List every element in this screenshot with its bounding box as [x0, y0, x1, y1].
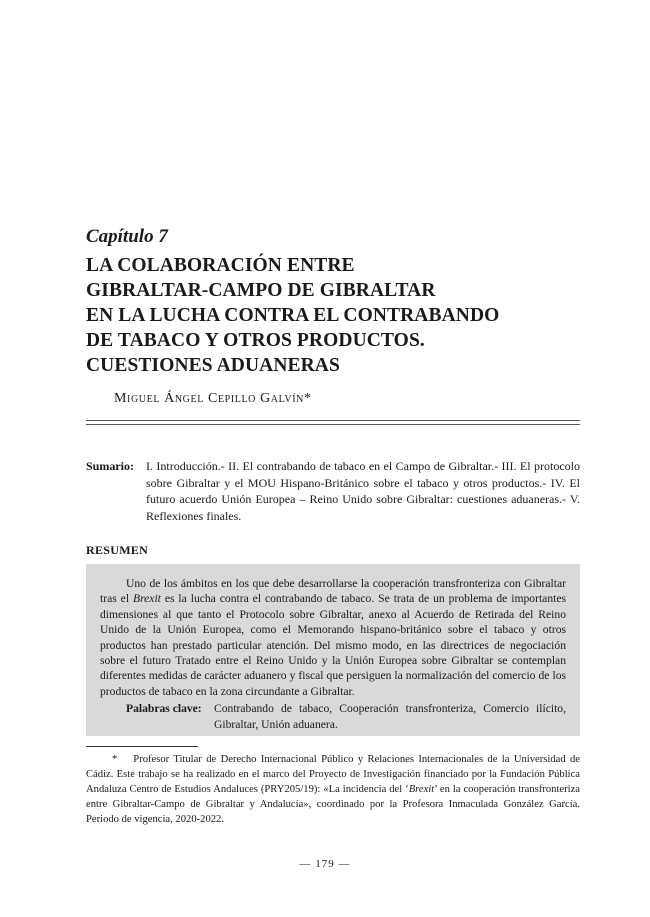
abstract-heading: RESUMEN	[86, 543, 149, 557]
footnote-italic-term: Brexit	[408, 784, 435, 795]
summary-text: I. Introducción.- II. El contrabando de tabaco en el Campo de Gibraltar.- III. El protocolo sobre Gibraltar y el MOU Hispano-Británico sobre el tabaco y otros productos.- IV. El futuro acuerdo Unión Europea – Reino Unido sobre Gibraltar: cuestiones aduaneras.- V. Reflexiones finales.	[146, 459, 580, 523]
keywords-label: Palabras clave:	[126, 702, 202, 716]
footnote-divider	[86, 746, 198, 747]
keywords-row	[100, 701, 566, 732]
footnote	[86, 752, 580, 827]
chapter-title-line: LA COLABORACIÓN ENTRE	[86, 255, 355, 276]
keywords-text: Contrabando de tabaco, Cooperación transfronteriza, Comercio ilícito, Gibraltar, Unión aduanera.	[214, 702, 566, 731]
summary-label: Sumario:	[86, 459, 134, 473]
abstract-box	[86, 564, 580, 736]
chapter-title-line: DE TABACO Y OTROS PRODUCTOS.	[86, 330, 425, 351]
page-number: — 179 —	[299, 858, 351, 870]
abstract-text-part: Uno de los ámbitos en los que debe desarrollarse la cooperación transfronteriza con Gibraltar tras el	[100, 577, 566, 606]
footnote-text-part: Profesor Titular de Derecho Internacional Público y Relaciones Internacionales de la Universidad de Cádiz. Este trabajo se ha realizado en el marco del Proyecto de Investigación financiado por la Fundación Pública Andaluza Centro de Estudios Andaluces (PRY205/19): «La incidencia del ‘	[86, 754, 580, 795]
chapter-label: Capítulo 7	[86, 226, 168, 247]
abstract-text	[100, 576, 566, 699]
chapter-title-line: CUESTIONES ADUANERAS	[86, 355, 340, 376]
author-name: Miguel Ángel Cepillo Galvín*	[114, 391, 312, 406]
footnote-text-part: ’ en la cooperación transfronteriza entre Gibraltar-Campo de Gibraltar y Andalucía», coordinado por la Profesora Inmaculada González García. Periodo de vigencia, 2020-2022.	[86, 784, 580, 825]
abstract-text-part: es la lucha contra el contrabando de tabaco. Se trata de un problema de importantes dimensiones al que tanto el Protocolo sobre Gibraltar, anexo al Acuerdo de Retirada del Reino Unido de la Unión Europea, como el Memorando hispano-británico sobre el tabaco y otros productos han prestado particular atención. Del mismo modo, en las directrices de negociación sobre el futuro Tratado entre el Reino Unido y la Unión Europea sobre Gibraltar se contemplan diferentes medidas de carácter aduanero y fiscal que persiguen la normalización del comercio de los productos de tabaco en la zona circundante a Gibraltar.	[100, 592, 566, 698]
footnote-marker: *	[112, 754, 118, 765]
summary-section	[86, 458, 580, 524]
chapter-title	[86, 253, 586, 378]
chapter-title-line: GIBRALTAR-CAMPO DE GIBRALTAR	[86, 280, 436, 301]
title-divider	[86, 424, 580, 425]
abstract-italic-term: Brexit	[132, 592, 161, 606]
chapter-title-line: EN LA LUCHA CONTRA EL CONTRABANDO	[86, 305, 500, 326]
title-divider	[86, 420, 580, 421]
